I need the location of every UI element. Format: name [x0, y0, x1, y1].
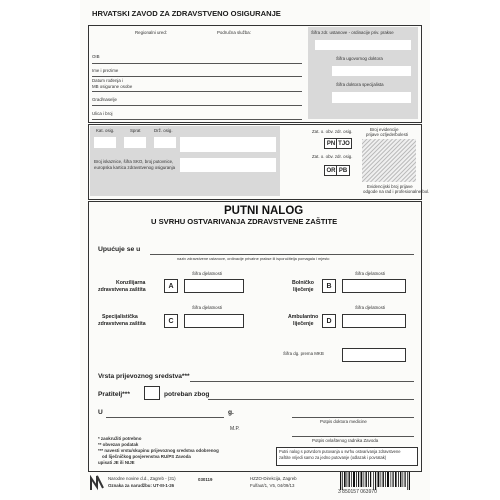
- sifra-djelatnosti-b: Šifra djelatnosti: [355, 271, 386, 276]
- form-number: 030119: [198, 477, 213, 482]
- institution-title: HRVATSKI ZAVOD ZA ZDRAVSTVENO OSIGURANJE: [92, 9, 281, 18]
- publisher-label: Narodne novine d.d., Zagreb - (31): [108, 476, 176, 481]
- sprat-field[interactable]: [124, 137, 146, 148]
- footnote-4: od liječničkog povjerenstva RU/PS Zavoda: [102, 454, 191, 459]
- institution-code-label: Šifra zdr. ustanove - ordinacije priv. prakse: [311, 30, 394, 35]
- page-subtitle: U SVRHU OSTVARIVANJA ZDRAVSTVENE ZAŠTITE: [151, 217, 338, 226]
- box-c[interactable]: C: [164, 314, 178, 328]
- zat-obv-label-1: Zat. o. obv. zdr. osig.: [312, 129, 353, 134]
- specialist-field[interactable]: [332, 92, 411, 103]
- validity-note-1: Putni nalog s potvrdom putovanja u svrhu ostvarivanja zdravstvene: [279, 449, 401, 454]
- order-code-label: Oznaka za narudžbu: UT-III-1-26: [108, 483, 175, 488]
- mb-label: MB osigurane osobe: [92, 84, 133, 89]
- vrsta-line[interactable]: [190, 381, 414, 382]
- odgode-label: odgode na rad i profesionalne bol.: [363, 189, 430, 194]
- regional-office-label: Regionalni ured:: [135, 30, 167, 35]
- oib-line: [92, 63, 302, 64]
- city-line: [92, 105, 302, 106]
- evidence-label-2: prijave ozljede/bolesti: [366, 132, 408, 137]
- footnote-1: * zaokružiti potrebno: [98, 436, 142, 441]
- card-label-2: europska kartica zdravstvenog osiguranja: [94, 165, 176, 170]
- upucuje-caption: naziv zdravstvene ustanove, ordinacije privatne prakse ili isporučitelja pomagala i mjesto: [177, 256, 330, 261]
- vrsta-label: Vrsta prijevoznog sredstva***: [98, 373, 190, 380]
- potreban-line[interactable]: [208, 399, 414, 400]
- local-office-label: Područna služba:: [217, 30, 251, 35]
- birth-date-label: Datum rođenja i: [92, 78, 123, 83]
- sifra-djelatnosti-c: Šifra djelatnosti: [192, 305, 223, 310]
- evidence-hatched-area: [362, 139, 416, 182]
- page-title: PUTNI NALOG: [224, 205, 304, 217]
- ambulantno-label-2: liječenje: [293, 321, 314, 327]
- card-number-field-2[interactable]: [180, 158, 276, 172]
- upucuje-label: Upućuje se u: [98, 246, 141, 253]
- name-line: [92, 76, 302, 77]
- sprat-label: Sprat: [130, 128, 141, 133]
- sifra-a-field[interactable]: [184, 279, 244, 293]
- box-a[interactable]: A: [164, 279, 178, 293]
- zat-obv-label-2: Zat. o. obv. zdr. osig.: [312, 154, 353, 159]
- mp-label: M.P.: [230, 426, 240, 432]
- u-label: U: [98, 409, 103, 416]
- travel-order-frame: [88, 201, 422, 472]
- card-label-1: Broj iskaznice, šifra SKO, broj putovnice,: [94, 159, 174, 164]
- evidence-label: Broj evidencije: [370, 127, 399, 132]
- travel-order-form: [80, 0, 430, 500]
- konzilijarna-label-2: zdravstvena zaštita: [98, 287, 146, 293]
- ambulantno-label-1: Ambulantno: [288, 314, 319, 320]
- bolnicko-label-1: Bolničko: [292, 280, 314, 286]
- sifra-djelatnosti-d: Šifra djelatnosti: [355, 305, 386, 310]
- sifra-djelatnosti-a: Šifra djelatnosti: [192, 271, 223, 276]
- card-number-field[interactable]: [180, 137, 276, 152]
- pratitelj-field[interactable]: [144, 386, 160, 400]
- bolnicko-label-2: liječenje: [293, 287, 314, 293]
- sifra-dg-field[interactable]: [342, 348, 406, 362]
- pb-box[interactable]: PB: [336, 165, 350, 176]
- institution-code-field[interactable]: [315, 40, 411, 50]
- hzzo-address: Fulfaut/1, V5, 04/09/13: [250, 483, 295, 488]
- doctor-signature-line[interactable]: [292, 417, 414, 418]
- barcode-icon: [340, 472, 410, 490]
- drz-osig-field[interactable]: [154, 137, 176, 148]
- potreban-label: potreban zbog: [164, 391, 210, 398]
- city-label: Grad/naselje: [92, 97, 117, 102]
- contract-doctor-field[interactable]: [332, 66, 411, 76]
- upucuje-line[interactable]: [150, 254, 414, 255]
- contract-doctor-label: Šifra ugovornog doktora: [336, 56, 383, 61]
- drz-osig-label: Drž. osig.: [154, 128, 173, 133]
- validity-note-2: zaštite vrijedi samo za jedno putovanje (odlazak i povratak): [279, 455, 387, 460]
- sifra-d-field[interactable]: [342, 314, 406, 328]
- evidence-number-label: Evidencijski broj prijave: [367, 184, 413, 189]
- specialist-label: Šifra doktora specijalista: [336, 82, 384, 87]
- sifra-b-field[interactable]: [342, 279, 406, 293]
- or-box[interactable]: OR: [324, 165, 338, 176]
- hzzo-label: HZZO-Direkcija, Zagreb: [250, 476, 297, 481]
- place-line[interactable]: [106, 417, 224, 418]
- zavod-signature-line[interactable]: [292, 436, 414, 437]
- zavod-signature-label: Potpis ovlaštenog radnika Zavoda: [312, 438, 379, 443]
- tjo-box[interactable]: TJO: [336, 138, 352, 149]
- pratitelj-label: Pratitelj***: [98, 391, 130, 398]
- year-label: g.: [228, 409, 234, 416]
- footnote-5: upisati JE ili NIJE: [98, 460, 135, 465]
- name-label: Ime i prezime: [92, 68, 119, 73]
- street-label: Ulica i broj: [92, 111, 113, 116]
- doctor-signature-label: Potpis doktora medicine: [320, 419, 367, 424]
- box-b[interactable]: B: [322, 279, 336, 293]
- kat-osig-label: Kat. osig.: [96, 128, 115, 133]
- specijalisticka-label-1: Specijalistička: [102, 314, 138, 320]
- footnote-3: *** navesti vrstu/skupinu prijevoznog sredstva odobrenog: [98, 448, 219, 453]
- oib-label: OIB: [92, 54, 100, 59]
- sifra-dg-label: Šifra dg. prema MKB: [283, 351, 324, 356]
- publisher-logo-icon: [90, 475, 104, 491]
- pn-box[interactable]: PN: [324, 138, 338, 149]
- street-line: [92, 119, 302, 120]
- specijalisticka-label-2: zdravstvena zaštita: [98, 321, 146, 327]
- kat-osig-field[interactable]: [94, 137, 116, 148]
- sifra-c-field[interactable]: [184, 314, 244, 328]
- footnote-2: ** obvezan podatak: [98, 442, 139, 447]
- konzilijarna-label-1: Konzilijarna: [116, 280, 146, 286]
- barcode-number: 3 850157 063970: [338, 489, 377, 495]
- box-d[interactable]: D: [322, 314, 336, 328]
- birth-line: [92, 91, 302, 92]
